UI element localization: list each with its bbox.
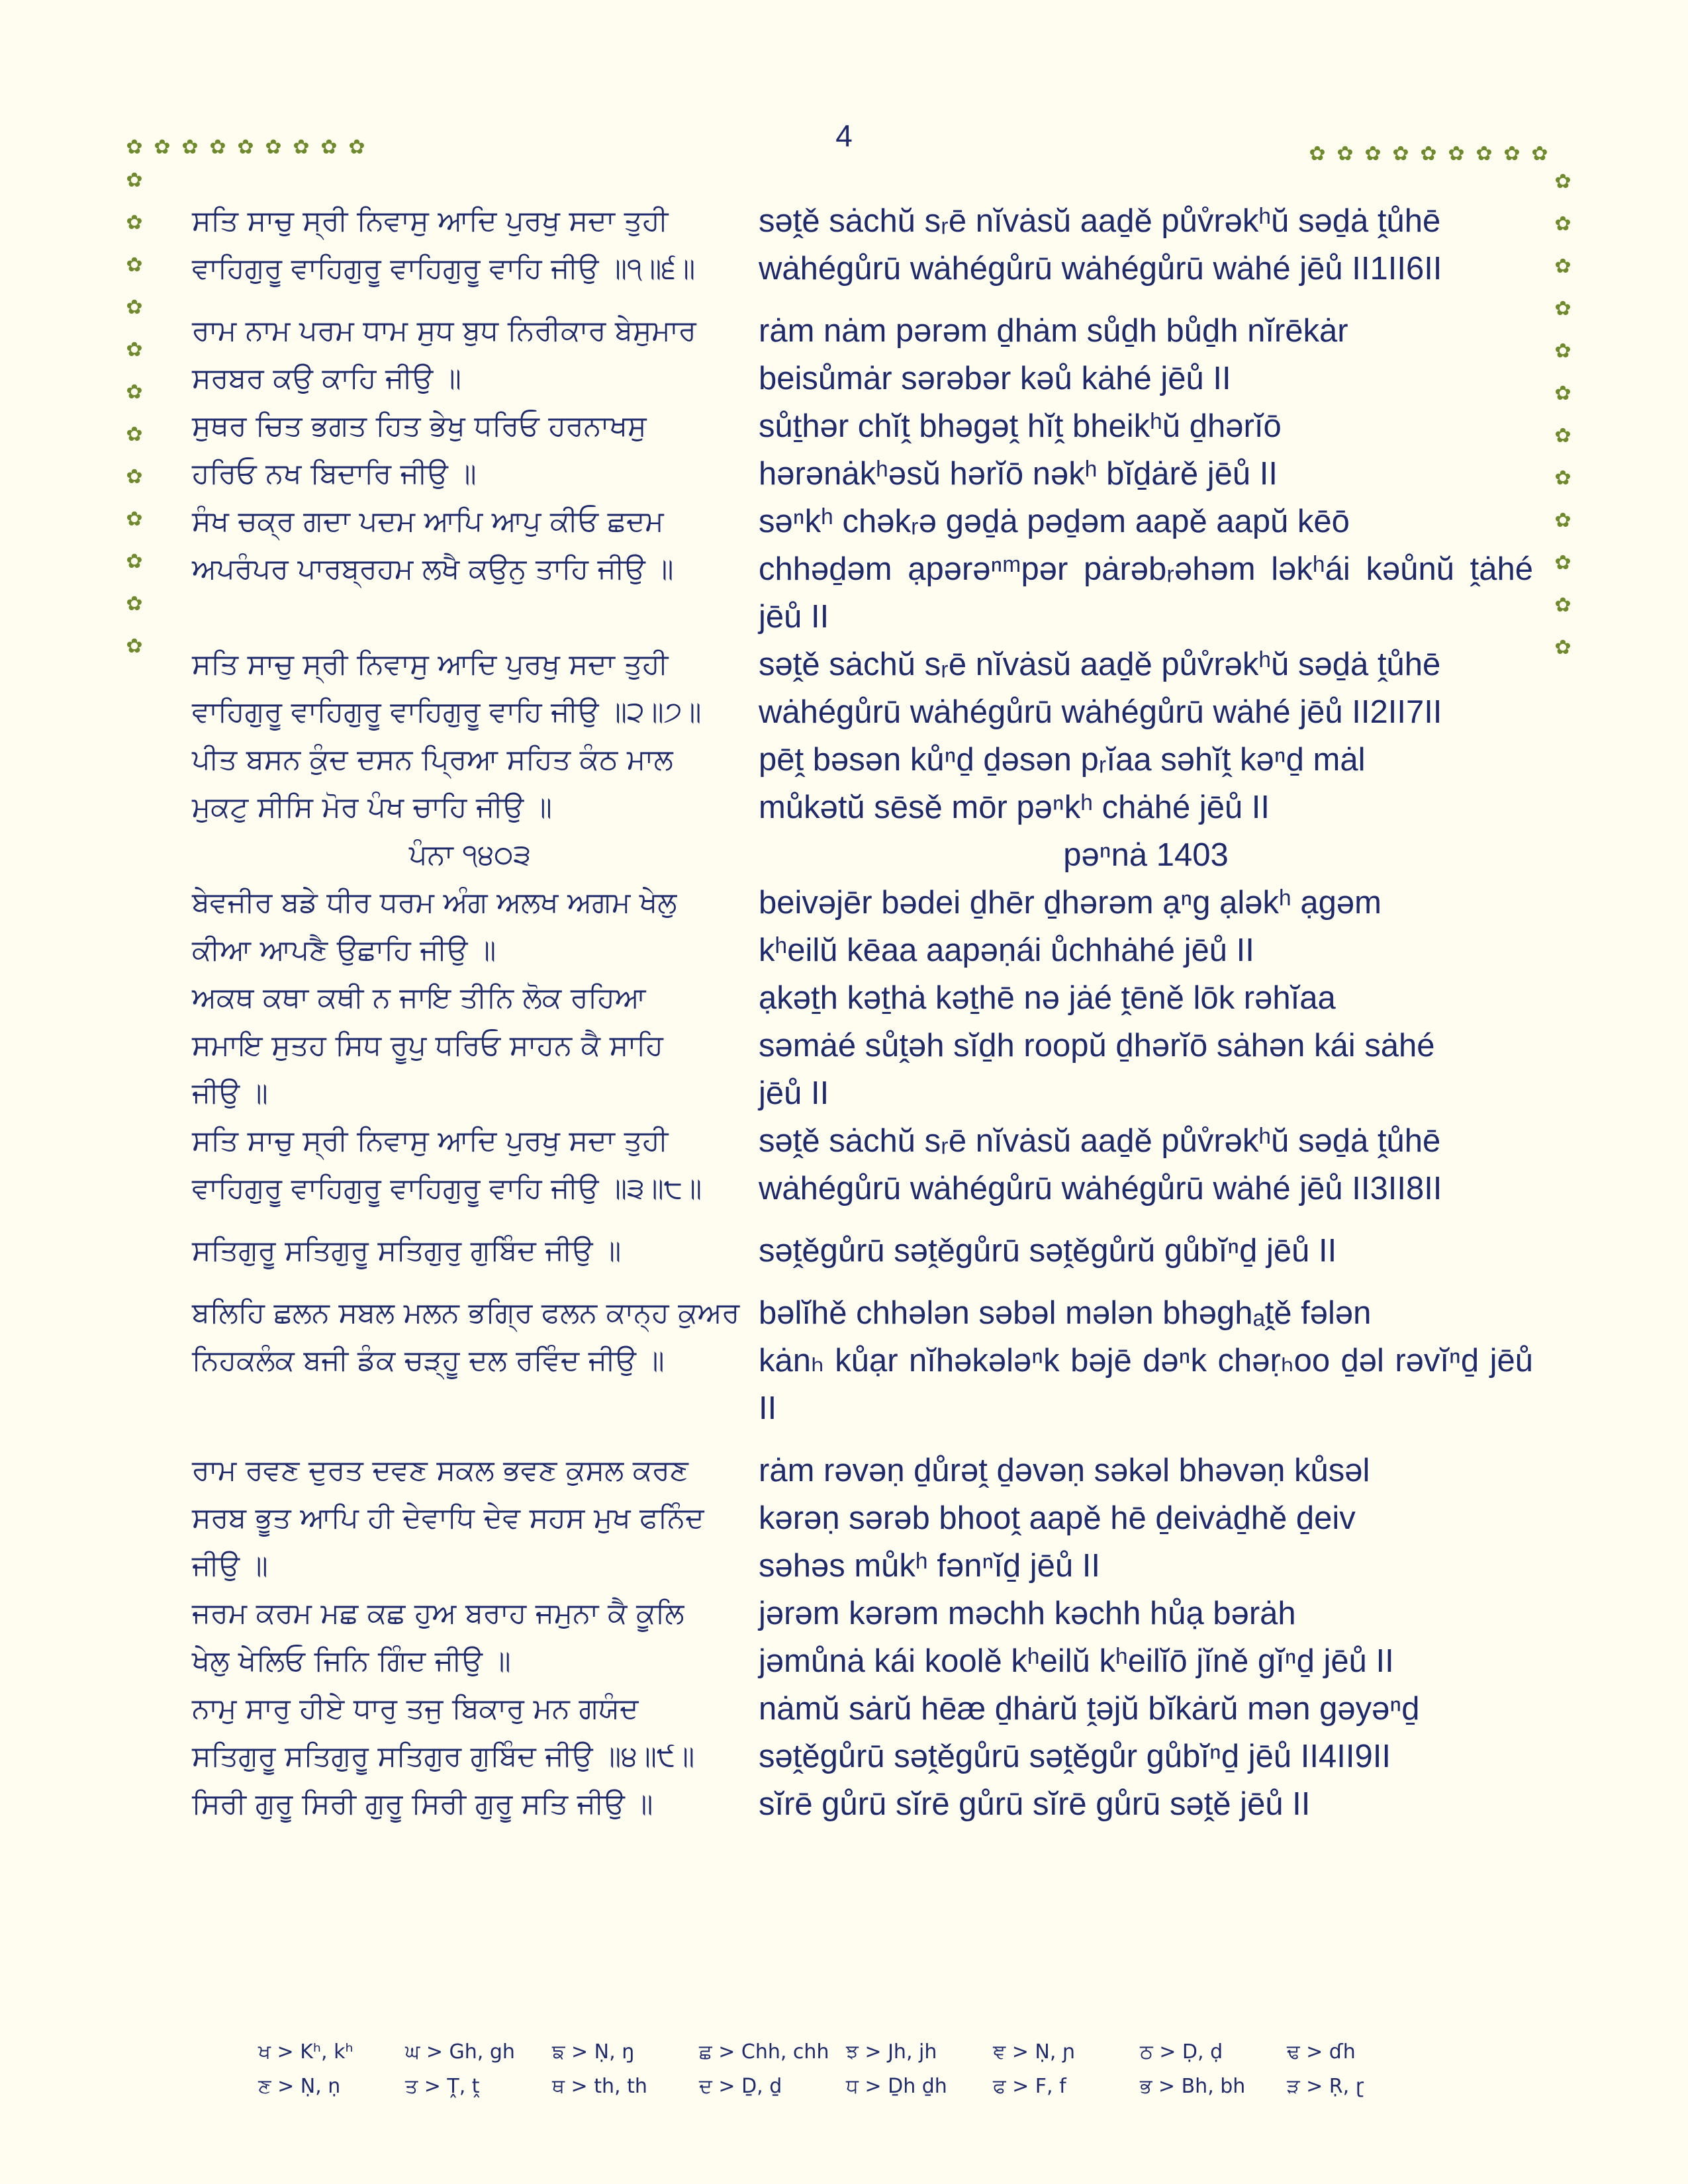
transliteration-line: səṱě sȧchŭ sᵣē nĭvȧsŭ aaḏě pův̊rəkʰŭ səḏȧ ṱůhē (759, 1123, 1441, 1159)
flower-ornament-icon: ✿ (1392, 142, 1409, 165)
gurmukhi-line: ਸਤਿ ਸਾਚੁ ਸ੍ਰੀ ਨਿਵਾਸੁ ਆਦਿ ਪੁਰਖੁ ਸਦਾ ਤੁਹੀ (192, 648, 669, 681)
gurmukhi-line: ਜੀਉ ॥ (192, 1077, 268, 1110)
verse-row (192, 1494, 1549, 1542)
verse-table (192, 197, 1549, 1828)
legend-entry: ਢ > ɗh (1287, 2040, 1356, 2064)
gurmukhi-line: ਸਤਿ ਸਾਚੁ ਸ੍ਰੀ ਨਿਵਾਸੁ ਆਦਿ ਪੁਰਖੁ ਸਦਾ ਤੁਹੀ (192, 205, 669, 238)
transliteration-line: hərənȧkʰəsŭ hərĭō nəkʰ bĭḏȧrě jēů II (759, 456, 1278, 492)
verse-row (192, 784, 1549, 831)
transliteration-line: rȧm rəvəṇ ḏůrəṱ ḏəvəṇ səkəl bhəvəṇ kůsəl (759, 1453, 1370, 1488)
legend-row (258, 2070, 1450, 2104)
gurmukhi-line: ਰਾਮ ਨਾਮ ਪਰਮ ਧਾਮ ਸੁਧ ਬੁਧ ਨਿਰੀਕਾਰ ਬੇਸੁਮਾਰ (192, 314, 696, 347)
flower-ornament-icon: ✿ (1554, 382, 1571, 405)
flower-ornament-icon: ✿ (126, 253, 143, 277)
flower-ornament-icon: ✿ (126, 136, 143, 159)
flower-ornament-icon: ✿ (126, 550, 143, 573)
transliteration-line: wȧhégůrū wȧhégůrū wȧhégůrū wȧhé jēů II2II7II (759, 694, 1442, 730)
flower-ornament-icon: ✿ (1554, 212, 1571, 236)
gurmukhi-line: ਜੀਉ ॥ (192, 1549, 268, 1582)
transliteration-line: jēů II (759, 1075, 829, 1111)
flower-ornament-icon: ✿ (265, 136, 282, 159)
flower-ornament-icon: ✿ (126, 508, 143, 531)
stanza-gap (192, 1275, 1549, 1289)
transliteration-line: jəmůnȧ kái koolě kʰeilŭ kʰeilĭō jĭně gĭⁿḏ jēů II (759, 1643, 1394, 1679)
transliteration-line: səhəs můkʰ fənⁿĭḏ jēů II (759, 1548, 1101, 1584)
transliteration-line: kȧnₕ kůạr nĭhəkələⁿk bəjē dəⁿk chəṛₕoo ḏəl rəvĭⁿḏ jēů II (759, 1343, 1533, 1426)
verse-row (192, 1337, 1549, 1432)
legend-entry: ਝ > Jh, jh (846, 2040, 937, 2064)
flower-ornament-icon: ✿ (154, 136, 171, 159)
gurmukhi-line: ਸਰਬਰ ਕਉ ਕਾਹਿ ਜੀਉ ॥ (192, 362, 461, 395)
verse-row (192, 879, 1549, 927)
gurmukhi-line: ਵਾਹਿਗੁਰੂ ਵਾਹਿਗੁਰੂ ਵਾਹਿਗੁਰੂ ਵਾਹਿ ਜੀਉ ॥੧॥੬॥ (192, 252, 696, 285)
flower-ornament-icon: ✿ (1554, 594, 1571, 617)
verse-row (192, 1227, 1549, 1275)
flower-ornament-icon: ✿ (1554, 297, 1571, 320)
gurmukhi-line: ਹਰਿਓ ਨਖ ਬਿਦਾਰਿ ਜੀਉ ॥ (192, 457, 477, 490)
legend-entry: ਣ > Ṇ, ṇ (258, 2075, 341, 2098)
legend-entry: ਠ > Ḍ, ḍ (1140, 2040, 1223, 2064)
legend-entry: ਞ > Ṇ, ɲ (993, 2040, 1076, 2064)
transliteration-legend (258, 2035, 1450, 2104)
legend-entry: ਦ > Ḏ, ḏ (699, 2075, 782, 2098)
verse-row (192, 1542, 1549, 1590)
transliteration-line: səmȧé sůṱəh sĭḏh roopŭ ḏhərĭō sȧhən kái sȧhé (759, 1028, 1435, 1064)
gurmukhi-line: ਸਤਿ ਸਾਚੁ ਸ੍ਰੀ ਨਿਵਾਸੁ ਆਦਿ ਪੁਰਖੁ ਸਦਾ ਤੁਹੀ (192, 1124, 669, 1158)
flower-ornament-icon: ✿ (1309, 142, 1326, 165)
stanza-gap (192, 1432, 1549, 1447)
gurmukhi-line: ਨਿਹਕਲੰਕ ਬਜੀ ਡੰਕ ਚੜ੍ਹੂ ਦਲ ਰਵਿੰਦ ਜੀਉ ॥ (192, 1344, 665, 1377)
verse-row (192, 1022, 1549, 1069)
gurmukhi-line: ਵਾਹਿਗੁਰੂ ਵਾਹਿਗੁਰੂ ਵਾਹਿਗੁਰੂ ਵਾਹਿ ਜੀਉ ॥੨॥੭॥ (192, 696, 702, 729)
legend-entry: ਘ > Gh, gh (405, 2040, 515, 2064)
flower-ornament-icon: ✿ (1554, 509, 1571, 532)
legend-entry: ਙ > Ṇ, ŋ (552, 2040, 635, 2064)
legend-entry: ਛ > Chh, chh (699, 2040, 829, 2064)
verse-row (192, 1069, 1549, 1117)
flower-ornament-icon: ✿ (126, 635, 143, 658)
verse-row (192, 641, 1549, 688)
transliteration-line: chhəḏəm ạpərəⁿᵐpər pȧrəbᵣəhəm ləkʰái kəůnŭ ṱȧhé jēů II (759, 551, 1533, 635)
gurmukhi-line: ਜਰਮ ਕਰਮ ਮਛ ਕਛ ਹੁਅ ਬਰਾਹ ਜਮੁਨਾ ਕੈ ਕੂਲਿ (192, 1597, 684, 1630)
verse-row (192, 1780, 1549, 1828)
transliteration-line: wȧhégůrū wȧhégůrū wȧhégůrū wȧhé jēů II1II6II (759, 251, 1442, 287)
legend-entry: ਥ > th, th (552, 2075, 647, 2098)
transliteration-line: kərəṇ sərəb bhooṱ aapě hē ḏeivȧḏhě ḏeiv (759, 1500, 1356, 1536)
gurmukhi-line: ਵਾਹਿਗੁਰੂ ਵਾਹਿਗੁਰੂ ਵਾਹਿਗੁਰੂ ਵਾਹਿ ਜੀਉ ॥੩॥੮॥ (192, 1172, 702, 1205)
transliteration-line: sĭrē gůrū sĭrē gůrū sĭrē gůrū səṱě jēů II (759, 1786, 1311, 1822)
gurmukhi-line: ਕੀਆ ਆਪਣੈ ਉਛਾਹਿ ਜੀਉ ॥ (192, 934, 496, 967)
flower-ornament-icon: ✿ (209, 136, 226, 159)
flower-ornament-icon: ✿ (1554, 255, 1571, 278)
gurmukhi-line: ਨਾਮੁ ਸਾਰੁ ਹੀਏ ਧਾਰੁ ਤਜੁ ਬਿਕਾਰੁ ਮਨ ਗਯੰਦ (192, 1692, 639, 1725)
flower-ornament-icon: ✿ (1448, 142, 1465, 165)
transliteration-line: səṱě sȧchŭ sᵣē nĭvȧsŭ aaḏě pův̊rəkʰŭ səḏȧ ṱůhē (759, 203, 1441, 239)
transliteration-line: wȧhégůrū wȧhégůrū wȧhégůrū wȧhé jēů II3II8II (759, 1171, 1442, 1206)
verse-row (192, 736, 1549, 784)
verse-row (192, 1165, 1549, 1212)
gurmukhi-line: ਸਿਰੀ ਗੁਰੂ ਸਿਰੀ ਗੁਰੂ ਸਿਰੀ ਗੁਰੂ ਸਤਿ ਜੀਉ ॥ (192, 1788, 653, 1821)
legend-entry: ਫ > F, f (993, 2075, 1066, 2098)
gurmukhi-line: ਅਪਰੰਪਰ ਪਾਰਬ੍ਰਹਮ ਲਖੈ ਕਉਨੁ ਤਾਹਿ ਜੀਉ ॥ (192, 553, 674, 586)
verse-row (192, 974, 1549, 1022)
flower-ornament-icon: ✿ (1336, 142, 1354, 165)
verse-row (192, 1637, 1549, 1685)
flower-ornament-icon: ✿ (126, 296, 143, 319)
verse-row (192, 688, 1549, 736)
verse-row (192, 1447, 1549, 1494)
flower-ornament-icon: ✿ (1364, 142, 1382, 165)
transliteration-line: jərəm kərəm məchh kəchh hůạ bərȧh (759, 1596, 1296, 1631)
flower-ornament-icon: ✿ (1554, 636, 1571, 659)
flower-ornament-icon: ✿ (1531, 142, 1548, 165)
verse-row (192, 1685, 1549, 1733)
verse-row (192, 545, 1549, 641)
flower-ornament-icon: ✿ (126, 169, 143, 192)
gurmukhi-line: ਮੁਕਟੁ ਸੀਸਿ ਮੋਰ ਪੰਖ ਚਾਹਿ ਜੀਉ ॥ (192, 791, 552, 824)
flower-ornament-icon: ✿ (181, 136, 199, 159)
verse-row (192, 355, 1549, 402)
gurmukhi-line: ਸੁਥਰ ਚਿਤ ਭਗਤ ਹਿਤ ਭੇਖੁ ਧਰਿਓ ਹਰਨਾਖਸੁ (192, 410, 647, 443)
gurmukhi-line: ਸਰਬ ਭੂਤ ਆਪਿ ਹੀ ਦੇਵਾਧਿ ਦੇਵ ਸਹਸ ਮੁਖ ਫਨਿੰਦ (192, 1502, 704, 1535)
gurmukhi-line: ਬੇਵਜੀਰ ਬਡੇ ਧੀਰ ਧਰਮ ਅੰਗ ਅਲਖ ਅਗਮ ਖੇਲੁ (192, 886, 677, 919)
legend-entry: ਧ > Ḏh ḏh (846, 2075, 947, 2098)
verse-row (192, 245, 1549, 293)
verse-row (192, 1289, 1549, 1337)
flower-ornament-icon: ✿ (237, 136, 254, 159)
transliteration-line: beivəjēr bədei ḏhēr ḏhərəm ạⁿg ạləkʰ ạgəm (759, 885, 1382, 921)
gurmukhi-line: ਸੰਖ ਚਕ੍ਰ ਗਦਾ ਪਦਮ ਆਪਿ ਆਪੁ ਕੀਓ ਛਦਮ (192, 505, 664, 538)
transliteration-line: pēṱ bəsən kůⁿḏ ḏəsən pᵣĭaa səhĭṱ kəⁿḏ mȧl (759, 742, 1366, 778)
transliteration-line: nȧmŭ sȧrŭ hēæ ḏhȧrŭ ṱəjŭ bĭkȧrŭ mən gəyəⁿḏ (759, 1691, 1420, 1727)
verse-row (192, 1117, 1549, 1165)
transliteration-line: səṱěgůrū səṱěgůrū səṱěgůrŭ gůbĭⁿḏ jēů II (759, 1233, 1337, 1269)
transliteration-line: můkətŭ sēsě mōr pəⁿkʰ chȧhé jēů II (759, 790, 1270, 825)
legend-entry: ੜ > Ṛ, ɽ (1287, 2075, 1364, 2098)
flower-ornament-icon: ✿ (1554, 424, 1571, 447)
transliteration-line: rȧm nȧm pərəm ḏhȧm sůḏh bůḏh nĭrēkȧr (759, 313, 1348, 349)
flower-ornament-icon: ✿ (126, 211, 143, 234)
stanza-gap (192, 1212, 1549, 1227)
transliteration-line: səṱě sȧchŭ sᵣē nĭvȧsŭ aaḏě pův̊rəkʰŭ səḏȧ ṱůhē (759, 647, 1441, 682)
transliteration-page-marker: pəⁿnȧ 1403 (1063, 837, 1229, 873)
legend-entry: ਤ > Ṱ, ṱ (405, 2075, 480, 2098)
flower-ornament-icon: ✿ (126, 465, 143, 488)
verse-row (192, 927, 1549, 974)
transliteration-line: beisůmȧr sərəbər kəů kȧhé jēů II (759, 361, 1231, 396)
verse-row (192, 450, 1549, 498)
transliteration-line: səⁿkʰ chəkᵣə gəḏȧ pəḏəm aapě aapŭ kēō (759, 504, 1350, 539)
flower-ornament-icon: ✿ (293, 136, 310, 159)
verse-row (192, 197, 1549, 245)
verse-row (192, 1590, 1549, 1637)
gurmukhi-line: ਖੇਲੁ ਖੇਲਿਓ ਜਿਨਿ ਗਿੰਦ ਜੀਉ ॥ (192, 1645, 511, 1678)
gurmukhi-line: ਸਮਾਇ ਸੁਤਹ ਸਿਧ ਰੂਪੁ ਧਰਿਓ ਸਾਹਨ ਕੈ ਸਾਹਿ (192, 1029, 663, 1062)
gurmukhi-line: ਰਾਮ ਰਵਣ ਦੁਰਤ ਦਵਣ ਸਕਲ ਭਵਣ ਕੁਸਲ ਕਰਣ (192, 1454, 688, 1487)
flower-ornament-icon: ✿ (126, 381, 143, 404)
stanza-gap (192, 293, 1549, 307)
flower-ornament-icon: ✿ (348, 136, 365, 159)
flower-ornament-icon: ✿ (1554, 170, 1571, 193)
flower-ornament-icon: ✿ (1476, 142, 1493, 165)
flower-ornament-icon: ✿ (1554, 340, 1571, 363)
legend-entry: ਭ > Bh, bh (1140, 2075, 1246, 2098)
flower-ornament-icon: ✿ (320, 136, 338, 159)
transliteration-line: bəlĭhě chhələn səbəl mələn bhəghₐṱě fələn (759, 1295, 1372, 1331)
page-number: 4 (835, 118, 853, 153)
transliteration-line: sůṯhər chĭṱ bhəgəṱ hĭṱ bheikʰŭ ḏhərĭō (759, 408, 1282, 444)
gurmukhi-line: ਸਤਿਗੁਰੂ ਸਤਿਗੁਰੂ ਸਤਿਗੁਰ ਗੁਬਿੰਦ ਜੀਉ ॥੪॥੯॥ (192, 1740, 695, 1773)
verse-row (192, 498, 1549, 545)
gurmukhi-line: ਬਲਿਹਿ ਛਲਨ ਸਬਲ ਮਲਨ ਭਗ੍ਰਿ ਫਲਨ ਕਾਨ੍ਹ ਕੁਅਰ (192, 1297, 740, 1330)
flower-ornament-icon: ✿ (126, 592, 143, 615)
verse-row (192, 402, 1549, 450)
verse-row (192, 307, 1549, 355)
flower-ornament-icon: ✿ (126, 423, 143, 446)
flower-ornament-icon: ✿ (126, 338, 143, 361)
legend-entry: ਖ > Kʰ, kʰ (258, 2040, 353, 2064)
gurmukhi-line: ਸਤਿਗੁਰੂ ਸਤਿਗੁਰੂ ਸਤਿਗੁਰੁ ਗੁਬਿੰਦ ਜੀਉ ॥ (192, 1234, 622, 1267)
flower-ornament-icon: ✿ (1420, 142, 1437, 165)
verse-row (192, 1733, 1549, 1780)
page-marker-row (192, 831, 1549, 879)
flower-ornament-icon: ✿ (1554, 551, 1571, 574)
transliteration-line: kʰeilŭ kēaa aapəṇái ůchhȧhé jēů II (759, 933, 1254, 968)
flower-ornament-icon: ✿ (1554, 467, 1571, 490)
gurmukhi-page-marker: ਪੰਨਾ ੧੪੦੩ (408, 839, 532, 872)
transliteration-line: ạkəṯh kəṯhȧ kəṯhē nə jȧé ṱēně lōk rəhĭaa (759, 980, 1336, 1016)
legend-row (258, 2035, 1450, 2070)
gurmukhi-line: ਪੀਤ ਬਸਨ ਕੁੰਦ ਦਸਨ ਪ੍ਰਿਆ ਸਹਿਤ ਕੰਠ ਮਾਲ (192, 743, 673, 776)
gurmukhi-line: ਅਕਥ ਕਥਾ ਕਥੀ ਨ ਜਾਇ ਤੀਨਿ ਲੋਕ ਰਹਿਆ (192, 981, 646, 1015)
transliteration-line: səṱěgůrū səṱěgůrū səṱěgůr gůbĭⁿḏ jēů II4II9II (759, 1739, 1391, 1774)
flower-ornament-icon: ✿ (1503, 142, 1521, 165)
